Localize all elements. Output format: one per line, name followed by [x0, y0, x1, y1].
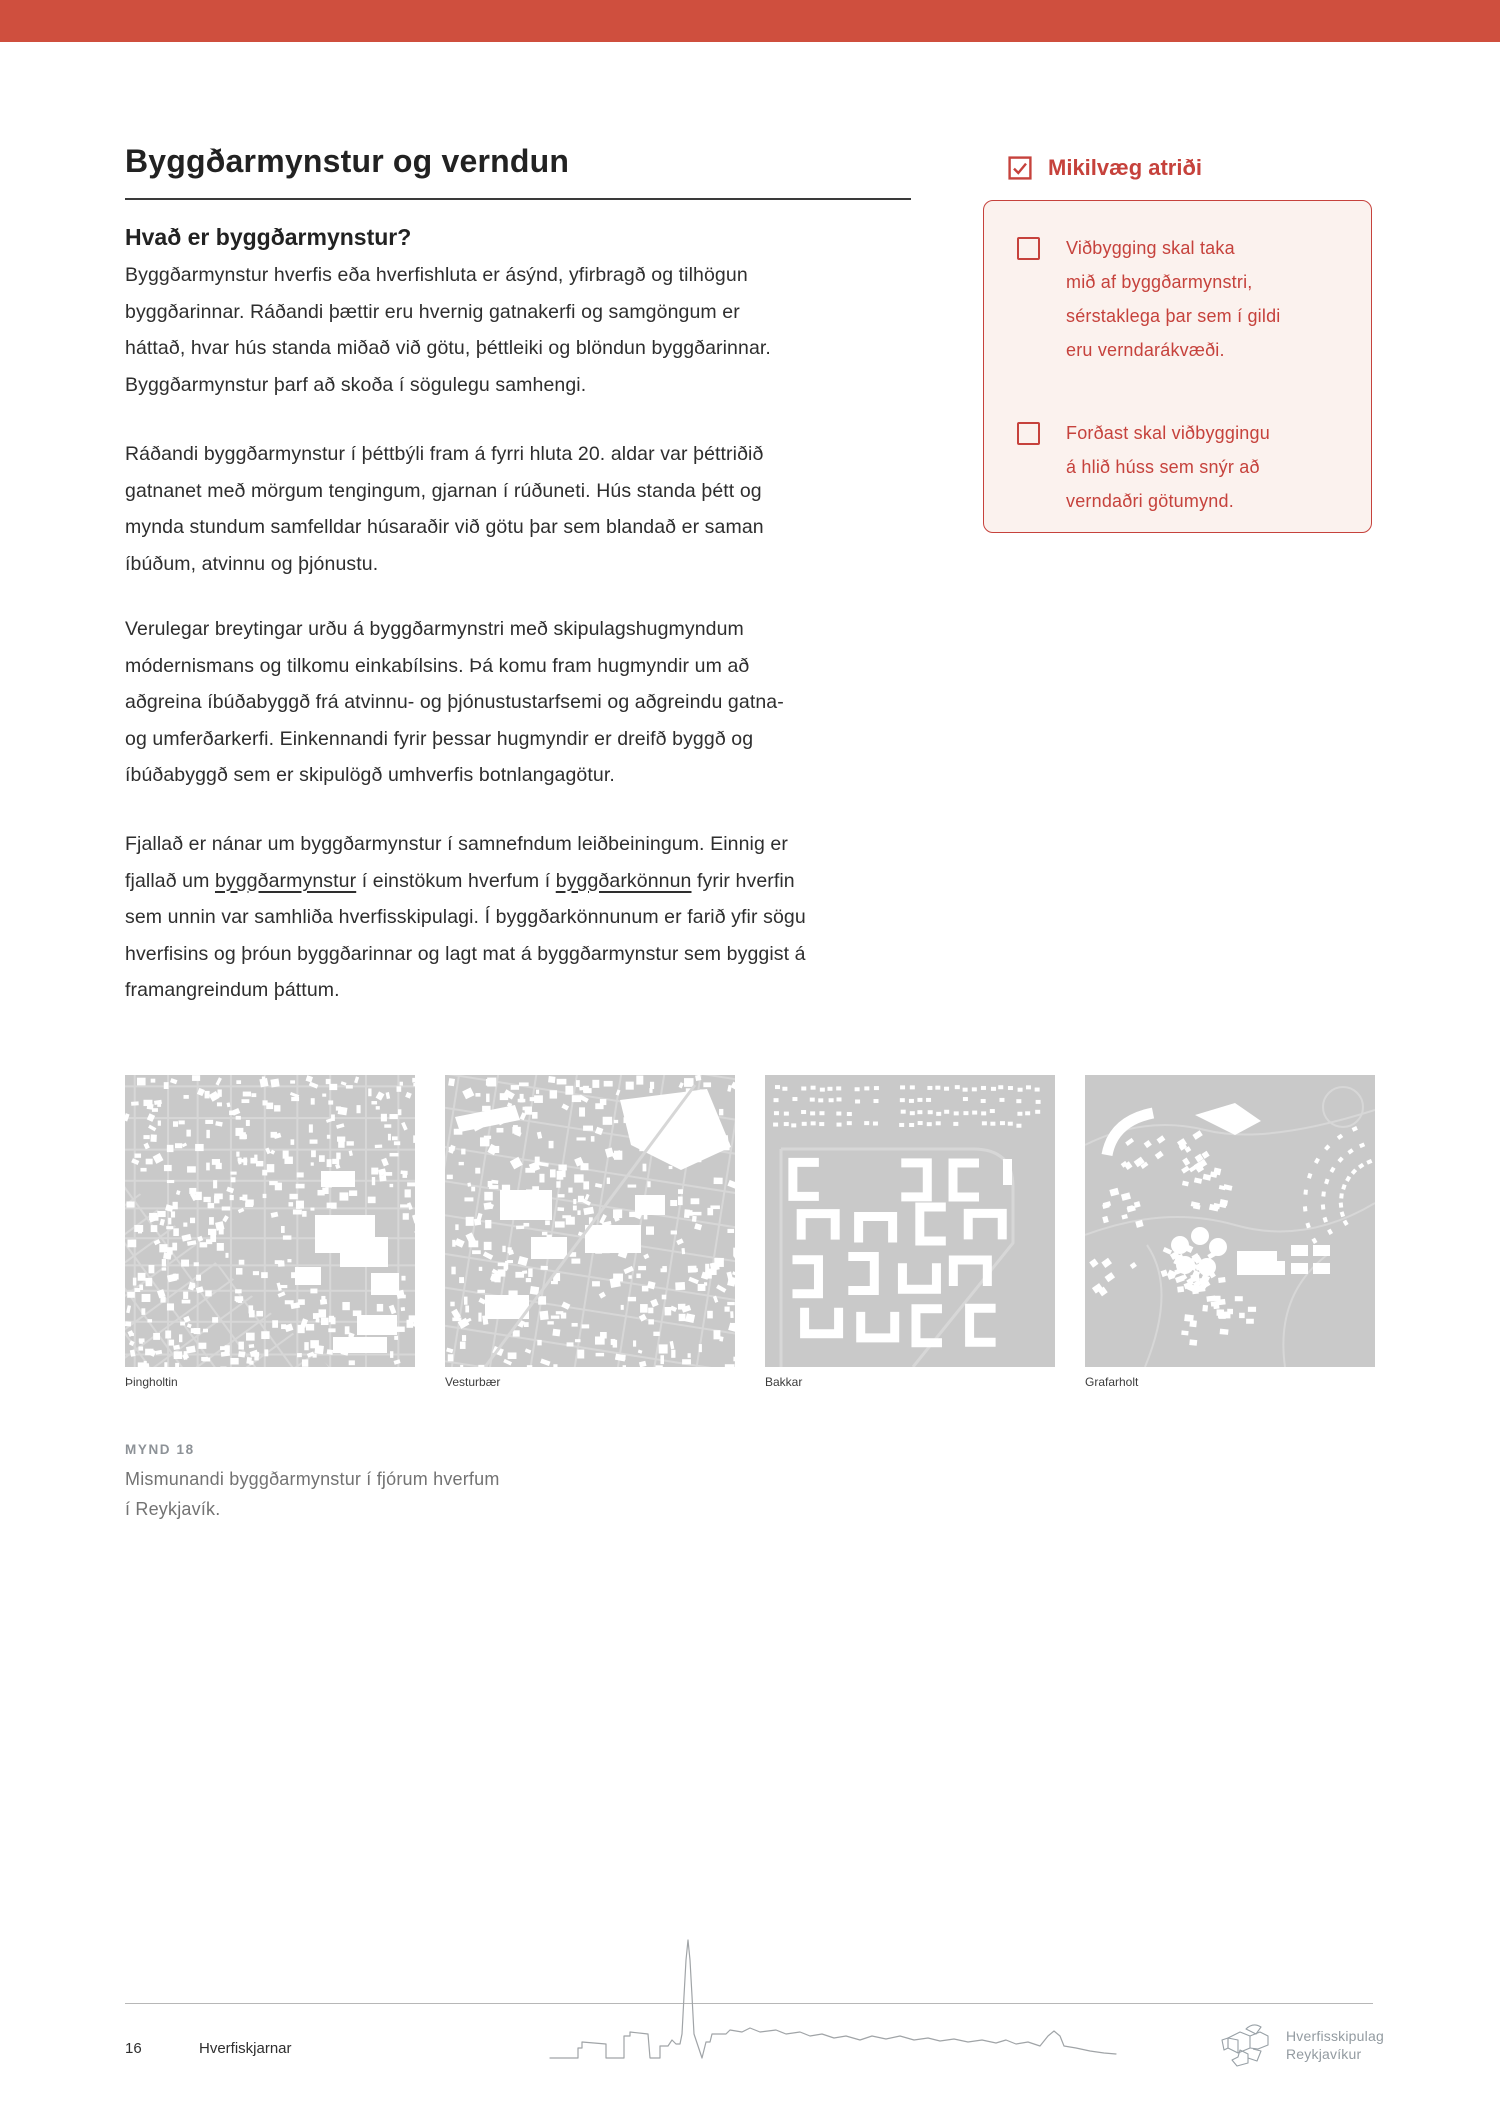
map-image	[765, 1075, 1055, 1367]
page-number: 16	[125, 2040, 142, 2057]
map-label: Grafarholt	[1085, 1375, 1139, 1389]
map-image	[445, 1075, 735, 1367]
important-point-text: Forðast skal viðbyggingu á hlið húss sem snýr að verndaðri götumynd.	[1066, 423, 1270, 511]
important-point-item	[1017, 416, 1334, 518]
figure-number: MYND 18	[125, 1442, 195, 1457]
logo-line-2: Reykjavíkur	[1286, 2046, 1362, 2062]
city-skyline-drawing	[548, 1936, 1118, 2066]
title-divider	[125, 198, 911, 200]
important-points-box	[983, 200, 1372, 533]
reykjavik-planning-logo-icon	[1220, 2020, 1272, 2070]
inline-link[interactable]: byggðarkönnun	[555, 869, 692, 892]
section-heading: Hvað er byggðarmynstur?	[125, 224, 412, 250]
footer-section-label: Hverfiskjarnar	[199, 2040, 292, 2057]
checked-checkbox-icon	[1008, 156, 1032, 180]
map-label: Vesturbær	[445, 1375, 501, 1389]
logo	[1220, 2020, 1384, 2070]
map-figure-bakkar	[765, 1075, 1055, 1389]
map-label: Bakkar	[765, 1375, 803, 1389]
paragraph-3: Verulegar breytingar urðu á byggðarmynstri með skipulagshugmyndum módernismans og tilkomu einkabílsins. Þá komu fram hugmyndir um að aðgreina íbúðabyggð frá atvinnu- og þjónustustarfsemi og aðgreindu gatna- og umferðarkerfi. Einkennandi fyrir þessar hugmyndir er dreifð byggð og íbúðabyggð sem er skipulögð umhverfis botnlangagötur.	[125, 618, 784, 786]
map-image	[125, 1075, 415, 1367]
map-figure-vesturbaer	[445, 1075, 735, 1389]
inline-link[interactable]: byggðarmynstur	[214, 869, 357, 892]
paragraph-4: Fjallað er nánar um byggðarmynstur í samnefndum leiðbeiningum. Einnig er fjallað um byggðarmynstur í einstökum hverfum í byggðarkönnun fyrir hverfin sem unnin var samhliða hverfisskipulagi. Í byggðarkönnunum er farið yfir sögu hverfisins og þróun byggðarinnar og lagt mat á byggðarmynstur sem byggist á framangreindum þáttum.	[125, 833, 806, 1001]
sidebar-title-row	[1008, 155, 1202, 181]
figure-caption: Mismunandi byggðarmynstur í fjórum hverfum í Reykjavík.	[125, 1469, 500, 1519]
map-label: Þingholtin	[125, 1375, 178, 1389]
logo-line-1: Hverfisskipulag	[1286, 2028, 1384, 2044]
map-figure-thingholtin	[125, 1075, 415, 1389]
paragraph-1: Byggðarmynstur hverfis eða hverfishluta er ásýnd, yfirbragð og tilhögun byggðarinnar. Ráðandi þættir eru hvernig gatnakerfi og samgöngum er háttað, hvar hús standa miðað við götu, þéttleiki og blöndun byggðarinnar. Byggðarmynstur þarf að skoða í sögulegu samhengi.	[125, 264, 771, 396]
important-point-item	[1017, 231, 1334, 367]
top-accent-bar	[0, 0, 1500, 42]
map-figure-grafarholt	[1085, 1075, 1375, 1389]
logo-text	[1286, 2027, 1384, 2063]
paragraph-2: Ráðandi byggðarmynstur í þéttbýli fram á fyrri hluta 20. aldar var þéttriðið gatnanet með mörgum tengingum, gjarnan í rúðuneti. Hús standa þétt og mynda stundum samfelldar húsaraðir við götu þar sem blandað er saman íbúðum, atvinnu og þjónustu.	[125, 443, 764, 575]
page-title: Byggðarmynstur og verndun	[125, 143, 570, 179]
sidebar-title: Mikilvæg atriði	[1048, 155, 1203, 180]
checkbox-icon	[1017, 422, 1040, 445]
map-image	[1085, 1075, 1375, 1367]
checkbox-icon	[1017, 237, 1040, 260]
important-point-text: Viðbygging skal taka mið af byggðarmynstri, sérstaklega þar sem í gildi eru verndarákvæði.	[1066, 238, 1281, 360]
